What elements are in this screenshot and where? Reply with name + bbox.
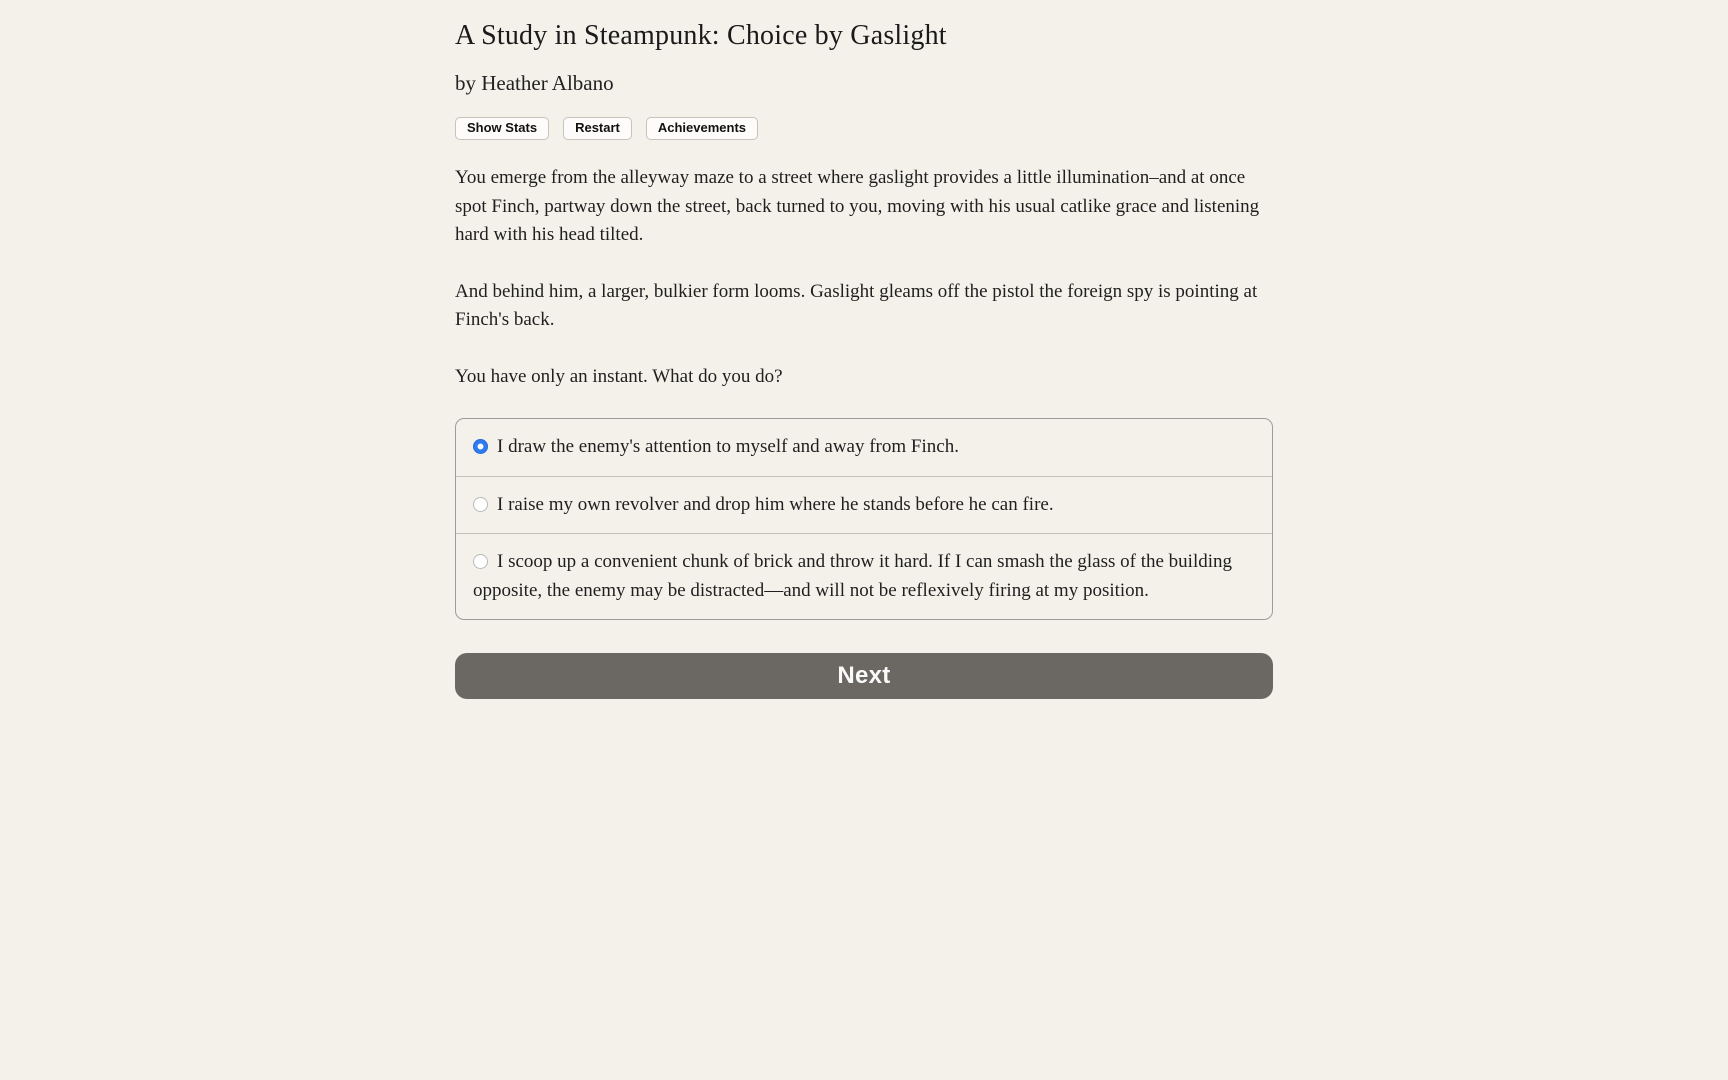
choice-option[interactable] — [456, 476, 1272, 534]
story-paragraph: You emerge from the alleyway maze to a street where gaslight provides a little illumination–and at once spot Finch, partway down the street, back turned to you, moving with his usual catlike grace and listening hard with his head tilted. — [455, 167, 1260, 246]
restart-button[interactable]: Restart — [563, 117, 632, 140]
choice-option-label: I raise my own revolver and drop him where he stands before he can fire. — [497, 493, 1054, 515]
achievements-button[interactable]: Achievements — [646, 117, 758, 140]
choice-option-label: I scoop up a convenient chunk of brick and throw it hard. If I can smash the glass of the building opposite, the enemy may be distracted—and will not be reflexively firing at my position. — [473, 551, 1233, 601]
next-button[interactable]: Next — [455, 653, 1273, 699]
page-title: A Study in Steampunk: Choice by Gaslight — [455, 20, 947, 51]
author-byline: by Heather Albano — [455, 71, 614, 95]
story-paragraph: And behind him, a larger, bulkier form looms. Gaslight gleams off the pistol the foreign spy is pointing at Finch's back. — [455, 280, 1258, 331]
show-stats-button[interactable]: Show Stats — [455, 117, 549, 140]
choice-option[interactable] — [456, 533, 1272, 619]
radio-button-icon[interactable] — [473, 439, 488, 454]
story-text — [455, 164, 1273, 391]
choice-option-label: I draw the enemy's attention to myself and away from Finch. — [497, 436, 959, 458]
radio-button-icon[interactable] — [473, 497, 488, 512]
story-prompt: You have only an instant. What do you do? — [455, 365, 783, 387]
story-page — [455, 0, 1273, 699]
radio-button-icon[interactable] — [473, 554, 488, 569]
choice-list — [455, 418, 1273, 620]
toolbar — [455, 117, 1273, 140]
choice-option[interactable] — [456, 419, 1272, 476]
